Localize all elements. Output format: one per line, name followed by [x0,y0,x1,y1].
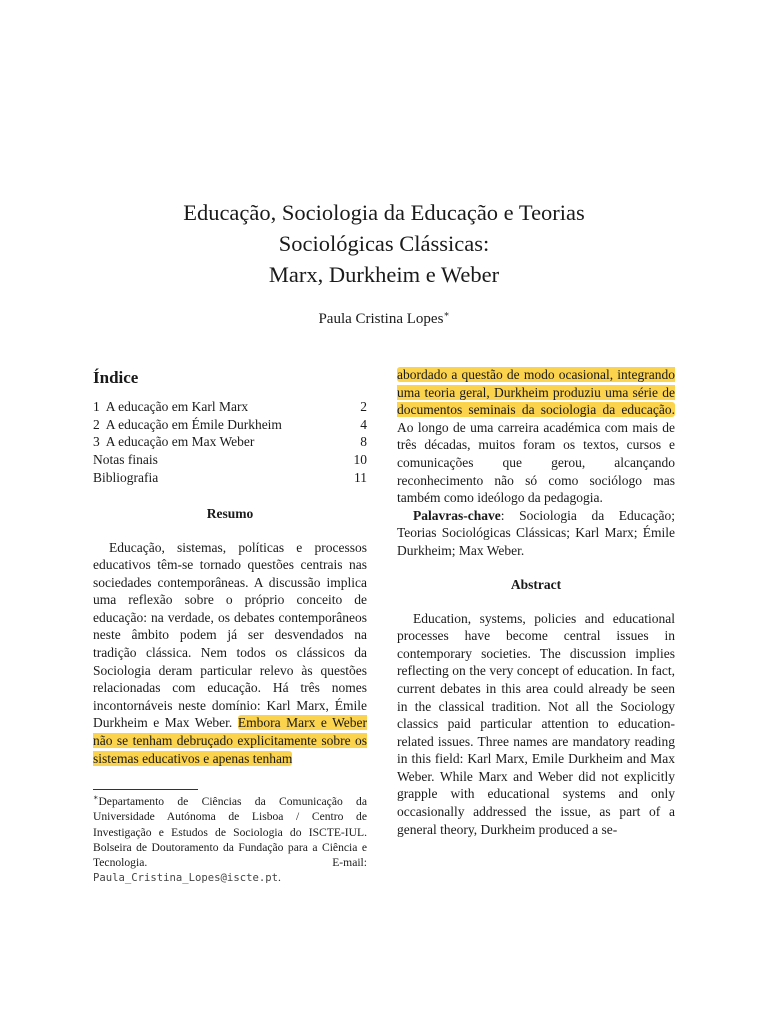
author-email-link[interactable]: Paula_Cristina_Lopes@iscte.pt [93,872,278,885]
author [0,309,768,329]
toc-number: 2 [93,416,100,432]
resumo-continuation-highlight: abordado a questão de modo ocasional, integrando uma teoria geral, Durkheim produziu uma série de documentos seminais da sociologia da educação. [397,367,675,418]
toc-label: Notas finais [93,452,158,468]
author-name: Paula Cristina Lopes [318,311,444,327]
resumo-highlight: Embora Marx e Weber não se tenham debruçado explicitamente sobre os sistemas educativos e apenas tenham [93,715,367,766]
toc-entry[interactable] [93,433,367,451]
abstract-paragraph: Education, systems, policies and educational processes have become central issues in contemporary societies. The discussion implies reflecting on the very concept of education. In fact, current debates in this area could already be seen in the classical tradition. Not all the Sociology classics paid particular attention to education-related issues. Three names are mandatory reading in this field: Karl Marx, Emile Durkheim and Max Weber. While Marx and Weber did not explicitly grapple with educational systems and only occasionally addressed the issue, as part of a general theory, Durkheim produced a se- [397,610,675,837]
toc-entry[interactable] [93,469,367,487]
resumo-text: Educação, sistemas, políticas e processos educativos têm-se tornado questões centrais nas sociedades contemporâneas. A discussão implica uma reflexão sobre o próprio conceito de educação: na verdade, os debates contemporâneos neste âmbito podem já ser desvendados na tradição clássica. Nem todos os clássicos da Sociologia deram particular relevo às questões relacionadas com educação. Há três nomes incontornáveis neste domínio: Karl Marx, Émile Durkheim e Max Weber. [93,539,367,731]
toc-page: 10 [353,452,367,468]
footnote-mark: ∗ [93,793,99,802]
keywords-label: Palavras-chave [413,507,501,523]
keywords-paragraph [397,507,675,560]
footnote-text: Departamento de Ciências da Comunicação da Universidade Autónoma de Lisboa / Centro de Investigação e Estudos de Sociologia do ISCTE-IUL. Bolseira de Doutoramento da Fundação para a Ciência e Tecnologia. E-mail: [93,795,367,870]
resumo-continuation [397,366,675,507]
author-footnote-mark: ∗ [443,309,450,319]
resumo-continuation-text: Ao longo de uma carreira académica com mais de três décadas, muitos foram os textos, cursos e comunicações que gerou, alcançando reconhecimento não só como sociólogo mas também como ideólogo da pedagogia. [397,419,675,506]
toc-number: 1 [93,399,100,414]
toc-label: A educação em Karl Marx [105,399,249,414]
toc-label: Bibliografia [93,469,159,485]
footnote-end: . [277,871,281,885]
toc-page: 8 [360,434,367,450]
right-column [397,366,675,838]
toc-page: 2 [360,399,367,414]
paper-title [0,197,768,290]
abstract-heading: Abstract [510,576,562,592]
left-column [93,366,367,767]
table-of-contents [93,398,367,487]
title-line-3: Marx, Durkheim e Weber [268,262,500,287]
index-heading: Índice [93,368,139,387]
toc-label: A educação em Émile Durkheim [105,416,282,432]
title-line-2: Sociológicas Clássicas: [278,231,490,256]
toc-entry[interactable] [93,451,367,469]
toc-page: 11 [354,469,367,485]
keywords-text: : Sociologia da Educação; Teorias Sociológicas Clássicas; Karl Marx; Émile Durkheim; Max Weber. [397,507,675,558]
toc-entry[interactable] [93,416,367,434]
footnote-divider [93,789,198,790]
author-footnote [93,794,367,887]
toc-page: 4 [360,416,367,432]
toc-label: A educação em Max Weber [105,434,255,450]
toc-number: 3 [93,434,100,450]
resumo-paragraph [93,539,367,768]
resumo-heading: Resumo [206,505,254,521]
title-line-1: Educação, Sociologia da Educação e Teorias [183,200,585,225]
toc-entry[interactable] [93,398,367,416]
